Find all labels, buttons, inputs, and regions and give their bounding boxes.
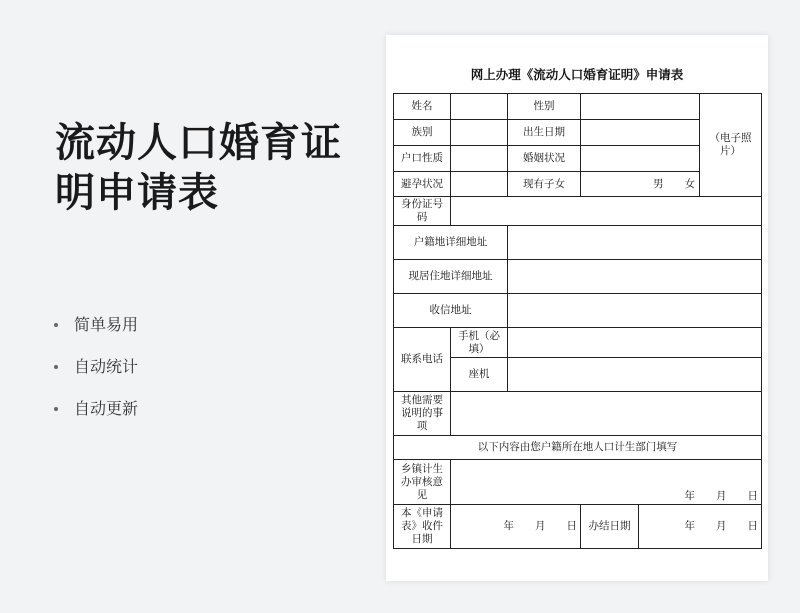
page-headline: 流动人口婚育证明申请表: [55, 120, 342, 216]
landline-label: 座机: [451, 358, 508, 392]
contact-phone-label: 联系电话: [394, 328, 451, 392]
id-number-field[interactable]: [451, 197, 762, 226]
feature-label: 自动统计: [74, 357, 139, 376]
table-row: [394, 197, 762, 226]
id-number-label: 身份证号码: [394, 197, 451, 226]
ethnicity-label: 族别: [394, 120, 451, 146]
township-opinion-field[interactable]: 年 月 日: [451, 460, 762, 505]
table-row: [394, 460, 762, 505]
section-note: 以下内容由您户籍所在地人口计生部门填写: [394, 436, 762, 460]
marital-status-field[interactable]: [581, 146, 700, 172]
table-row: [394, 94, 762, 120]
name-label: 姓名: [394, 94, 451, 120]
photo-placeholder: （电子照片）: [700, 94, 762, 197]
completion-date-label: 办结日期: [581, 505, 639, 549]
feature-label: 简单易用: [74, 315, 139, 334]
receipt-date-label: 本《申请表》收件日期: [394, 505, 451, 549]
table-row: [394, 505, 762, 549]
other-notes-field[interactable]: [451, 392, 762, 436]
name-field[interactable]: [451, 94, 508, 120]
form-title: 网上办理《流动人口婚育证明》申请表: [470, 67, 684, 82]
current-address-label: 现居住地详细地址: [394, 260, 508, 294]
birth-date-field[interactable]: [581, 120, 700, 146]
gender-field[interactable]: [581, 94, 700, 120]
table-row: [394, 226, 762, 260]
receipt-date-field[interactable]: 年 月 日: [451, 505, 581, 549]
feature-item: [52, 356, 138, 398]
feature-item: [52, 398, 138, 440]
table-row: [394, 392, 762, 436]
hukou-address-label: 户籍地详细地址: [394, 226, 508, 260]
birth-date-label: 出生日期: [508, 120, 581, 146]
table-row: [394, 436, 762, 460]
contraception-label: 避孕状况: [394, 172, 451, 197]
children-field[interactable]: 男 女: [581, 172, 700, 197]
landline-field[interactable]: [508, 358, 762, 392]
mobile-field[interactable]: [508, 328, 762, 358]
children-label: 现有子女: [508, 172, 581, 197]
other-notes-label: 其他需要说明的事项: [394, 392, 451, 436]
mobile-label: 手机（必填）: [451, 328, 508, 358]
mail-address-field[interactable]: [508, 294, 762, 328]
hukou-type-field[interactable]: [451, 146, 508, 172]
bullet-icon: [54, 323, 58, 327]
table-row: [394, 260, 762, 294]
mail-address-label: 收信地址: [394, 294, 508, 328]
township-opinion-label: 乡镇计生办审核意见: [394, 460, 451, 505]
completion-date-field[interactable]: 年 月 日: [639, 505, 762, 549]
feature-item: [52, 314, 138, 356]
table-row: [394, 294, 762, 328]
bullet-icon: [54, 407, 58, 411]
feature-list: [52, 314, 138, 440]
hukou-address-field[interactable]: [508, 226, 762, 260]
bullet-icon: [54, 365, 58, 369]
gender-label: 性别: [508, 94, 581, 120]
contraception-field[interactable]: [451, 172, 508, 197]
current-address-field[interactable]: [508, 260, 762, 294]
hukou-type-label: 户口性质: [394, 146, 451, 172]
ethnicity-field[interactable]: [451, 120, 508, 146]
feature-label: 自动更新: [74, 399, 139, 418]
application-form-table: [393, 93, 762, 549]
table-row: [394, 328, 762, 358]
marital-status-label: 婚姻状况: [508, 146, 581, 172]
form-document: [386, 35, 768, 581]
